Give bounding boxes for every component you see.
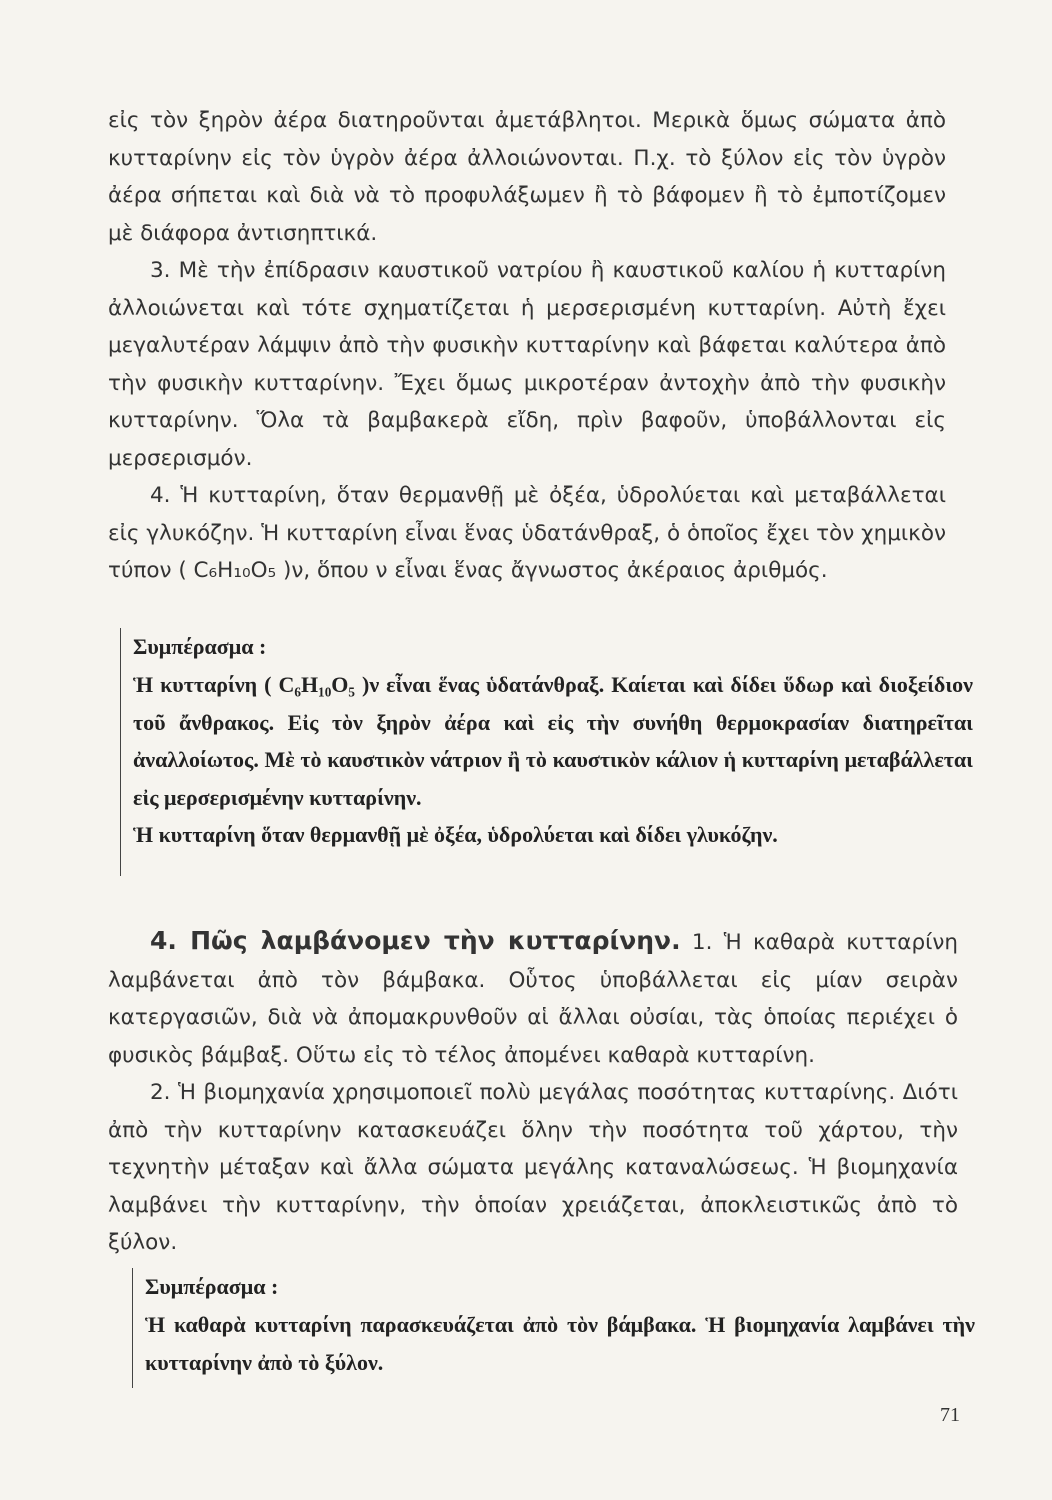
intro-text [108,102,946,590]
conclusion-title: Συμπέρασμα : [145,1274,279,1299]
conclusion-title: Συμπέρασμα : [133,634,267,659]
paragraph-cotton: 1. Ἡ καθαρὰ κυτταρίνη λαμβάνεται ἀπὸ τὸν βάμβακα. Οὗτος ὑποβάλλεται εἰς μίαν σειρὰν κατεργασιῶν, διὰ νὰ ἀπομακρυνθοῦν αἱ ἄλλαι οὐσίαι, τὰς ὁποίας περιέχει ὁ φυσικὸς βάμβαξ. Οὕτω εἰς τὸ τέλος ἀπομένει καθαρὰ κυτταρίνη. [108,930,959,1068]
paragraph-hydrolysis: 4. Ἡ κυτταρίνη, ὅταν θερμανθῇ μὲ ὀξέα, ὑδρολύεται καὶ μεταβάλλεται εἰς γλυκόζην. Ἡ κυτταρίνη εἶναι ἕνας ὑδατάνθραξ, ὁ ὁποῖος ἔχει τὸν χημικὸν τύπον ( C₆H₁₀O₅ )ν, ὅπου ν εἶναι ἕνας ἄγνωστος ἀκέραιος ἀριθμός. [108,483,946,583]
section-4-first-paragraph [108,922,958,1074]
section-heading: 4. Πῶς λαμβάνομεν τὴν κυτταρίνην. [150,926,681,955]
conclusion-text: Ἡ κυτταρίνη ( C₆H₁₀O₅ )ν εἶναι ἕνας ὑδατάνθραξ. Καίεται καὶ δίδει ὕδωρ καὶ διοξείδιον τοῦ ἄνθρακος. Εἰς τὸν ξηρὸν ἀέρα καὶ εἰς τὴν συνήθη θερμοκρασίαν διατηρεῖται ἀναλλοίωτος. Μὲ τὸ καυστικὸν νάτριον ἢ τὸ καυστικὸν κάλιον ἡ κυτταρίνη μεταβάλλεται εἰς μερσερισμένην κυτταρίνην. [133,672,973,810]
conclusion-text: Ἡ καθαρὰ κυτταρίνη παρασκευάζεται ἀπὸ τὸν βάμβακα. Ἡ βιομηχανία λαμβάνει τὴν κυτταρίνην ἀπὸ τὸ ξύλον. [145,1312,975,1375]
conclusion-text-hydrolysis: Ἡ κυτταρίνη ὅταν θερμανθῇ μὲ ὀξέα, ὑδρολύεται καὶ δίδει γλυκόζην. [133,822,778,847]
conclusion-box-2 [132,1268,975,1388]
section-4 [108,922,958,1262]
conclusion-box-1 [120,628,973,876]
paragraph-industry: 2. Ἡ βιομηχανία χρησιμοποιεῖ πολὺ μεγάλας ποσότητας κυτταρίνης. Διότι ἀπὸ τὴν κυτταρίνην κατασκευάζει ὅλην τὴν ποσότητα τοῦ χάρτου, τὴν τεχνητὴν μέταξαν καὶ ἄλλα σώματα μεγάλης καταναλώσεως. Ἡ βιομηχανία λαμβάνει τὴν κυτταρίνην, τὴν ὁποίαν χρειάζεται, ἀποκλειστικῶς ἀπὸ τὸ ξύλον. [108,1080,958,1255]
page-number: 71 [940,1404,960,1426]
paragraph-mercerization: 3. Μὲ τὴν ἐπίδρασιν καυστικοῦ νατρίου ἢ καυστικοῦ καλίου ἡ κυτταρίνη ἀλλοιώνεται καὶ τότε σχηματίζεται ἡ μερσερισμένη κυτταρίνη. Αὐτὴ ἔχει μεγαλυτέραν λάμψιν ἀπὸ τὴν φυσικὴν κυτταρίνην καὶ βάφεται καλύτερα ἀπὸ τὴν φυσικὴν κυτταρίνην. Ἔχει ὅμως μικροτέραν ἀντοχὴν ἀπὸ τὴν φυσικὴν κυτταρίνην. Ὅλα τὰ βαμβακερὰ εἴδη, πρὶν βαφοῦν, ὑποβάλλονται εἰς μερσερισμόν. [108,258,946,471]
paragraph-air: εἰς τὸν ξηρὸν ἀέρα διατηροῦνται ἀμετάβλητοι. Μερικὰ ὅμως σώματα ἀπὸ κυτταρίνην εἰς τὸν ὑγρὸν ἀέρα ἀλλοιώνονται. Π.χ. τὸ ξύλον εἰς τὸν ὑγρὸν ἀέρα σήπεται καὶ διὰ νὰ τὸ προφυλάξωμεν ἢ τὸ βάφομεν ἢ τὸ ἐμποτίζομεν μὲ διάφορα ἀντισηπτικά. [108,108,946,246]
